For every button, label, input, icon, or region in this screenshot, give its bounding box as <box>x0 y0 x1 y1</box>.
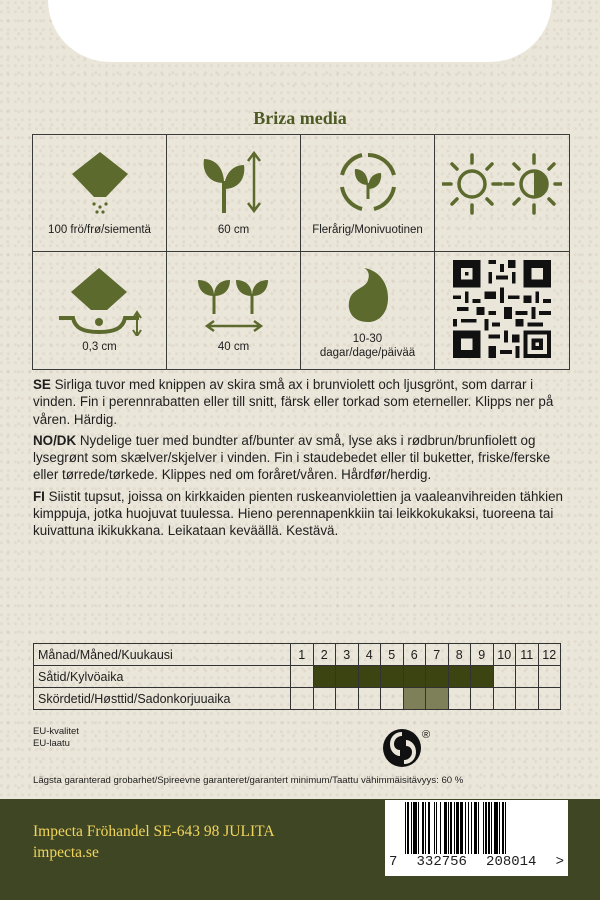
harvest-month-cell <box>313 688 336 710</box>
sowing-month-cell <box>291 666 314 688</box>
description-no-dk-text: Nydelige tuer med bundter af/bunter av små, lyse aks i rødbrun/brunfiolett og lysegrønt som skælver/skjelver i vinden. Fin i staudebedet eller til buketter, friske/ferske eller tørrede/tørkede. Klippes ned om foråret/våren. Hårdfør/herdig. <box>33 432 551 483</box>
month-4: 4 <box>358 644 381 666</box>
sowing-month-cell <box>471 666 494 688</box>
sowing-depth-label: 0,3 cm <box>82 341 117 353</box>
description-fi-text: Siistit tupsut, joissa on kirkkaiden pienten ruskeanviolettien ja vaaleanvihreiden tähkien kimppuja, jotka huojuvat tuulessa. Hieno perennapenkkiin tai leikkokukaksi, tuoreena tai kuivattuna ikikukkana. Leikataan keväällä. Kestävä. <box>33 488 563 539</box>
germination-guarantee: Lägsta garanterad grobarhet/Spireevne garanteret/garantert minimum/Taattu vähimmäisitävyys: 60 % <box>33 775 464 786</box>
barcode <box>385 800 568 876</box>
sowing-calendar <box>33 643 561 710</box>
harvest-month-cell <box>291 688 314 710</box>
calendar-row-label: Skördetid/Høsttid/Sadonkorjuuaika <box>34 688 291 710</box>
cell-seed-count <box>33 135 167 252</box>
green-dot-recycling-icon <box>382 726 438 770</box>
sowing-month-cell <box>336 666 359 688</box>
cell-perennial <box>301 135 435 252</box>
harvest-month-cell <box>538 688 561 710</box>
month-1: 1 <box>291 644 314 666</box>
cell-plant-spacing <box>167 252 301 369</box>
cell-qr-code <box>435 252 569 369</box>
harvest-month-cell <box>358 688 381 710</box>
eu-quality-fi: EU-laatu <box>33 738 70 749</box>
month-7: 7 <box>426 644 449 666</box>
harvest-month-cell <box>403 688 426 710</box>
plant-spacing-label: 40 cm <box>217 341 250 353</box>
eu-quality-se: EU-kvalitet <box>33 726 79 737</box>
lang-code-fi: FI <box>33 488 45 504</box>
germination-icon <box>338 266 398 326</box>
month-12: 12 <box>538 644 561 666</box>
cell-sun-exposure <box>435 135 569 252</box>
barcode-digit-group2: 208014 <box>486 854 537 870</box>
company-address: Impecta Fröhandel SE-643 98 JULITA <box>33 823 275 840</box>
month-10: 10 <box>493 644 516 666</box>
harvest-month-cell <box>493 688 516 710</box>
seed-count-label: 100 frö/frø/siementä <box>48 224 151 236</box>
barcode-bars <box>405 802 551 854</box>
harvest-month-cell <box>381 688 404 710</box>
description-fi <box>33 488 573 540</box>
germination-unit: dagar/dage/päivää <box>319 347 416 359</box>
description-no-dk <box>33 432 573 484</box>
calendar-row-sowing <box>34 666 561 688</box>
species-title: Briza media <box>253 108 347 128</box>
sowing-month-cell <box>381 666 404 688</box>
cell-plant-height <box>167 135 301 252</box>
lang-code-no-dk: NO/DK <box>33 432 77 448</box>
calendar-row-label: Såtid/Kylvöaika <box>34 666 291 688</box>
cell-sowing-depth <box>33 252 167 369</box>
description-se-text: Sirliga tuvor med knippen av skira små ax i brunviolett och ljusgrönt, som darrar i vinden. Fin i perennrabatten eller till snitt, färsk eller torkad som eterneller. Klipps ner på våren. Härdig. <box>33 377 554 427</box>
sowing-month-cell <box>313 666 336 688</box>
sun-partial-shade-icon <box>442 149 562 219</box>
plant-spacing-icon <box>194 270 274 336</box>
description-block <box>33 376 573 544</box>
lang-code-se: SE <box>33 377 51 392</box>
month-2: 2 <box>313 644 336 666</box>
plant-height-icon <box>194 149 274 215</box>
packet-hang-cutout <box>48 0 552 62</box>
plant-height-label: 60 cm <box>217 224 250 236</box>
harvest-month-cell <box>336 688 359 710</box>
registered-mark: ® <box>422 729 431 741</box>
month-5: 5 <box>381 644 404 666</box>
calendar-header-row <box>34 644 561 666</box>
cell-germination <box>301 252 435 369</box>
sowing-month-cell <box>403 666 426 688</box>
month-8: 8 <box>448 644 471 666</box>
month-3: 3 <box>336 644 359 666</box>
sowing-month-cell <box>426 666 449 688</box>
harvest-month-cell <box>471 688 494 710</box>
description-se <box>33 376 573 428</box>
barcode-digits <box>385 854 568 872</box>
barcode-digit-lead: 7 <box>389 854 398 870</box>
month-11: 11 <box>516 644 539 666</box>
icon-grid <box>32 134 570 370</box>
sowing-month-cell <box>516 666 539 688</box>
company-website[interactable]: impecta.se <box>33 844 99 861</box>
seed-packet-icon <box>60 147 140 217</box>
eu-quality <box>33 726 79 750</box>
sowing-month-cell <box>538 666 561 688</box>
harvest-month-cell <box>448 688 471 710</box>
harvest-month-cell <box>426 688 449 710</box>
sowing-month-cell <box>448 666 471 688</box>
sowing-month-cell <box>358 666 381 688</box>
germination-days: 10-30 <box>352 333 383 345</box>
barcode-digit-group1: 332756 <box>416 854 467 870</box>
calendar-header-label: Månad/Måned/Kuukausi <box>34 644 291 666</box>
month-6: 6 <box>403 644 426 666</box>
sowing-month-cell <box>493 666 516 688</box>
sowing-depth-icon <box>55 262 145 336</box>
month-9: 9 <box>471 644 494 666</box>
harvest-month-cell <box>516 688 539 710</box>
perennial-label: Flerårig/Monivuotinen <box>312 224 423 236</box>
barcode-quiet-mark: > <box>555 854 564 870</box>
perennial-cycle-icon <box>328 149 408 215</box>
company-address-block <box>33 821 275 863</box>
qr-code-icon[interactable] <box>453 260 551 358</box>
calendar-row-harvest <box>34 688 561 710</box>
